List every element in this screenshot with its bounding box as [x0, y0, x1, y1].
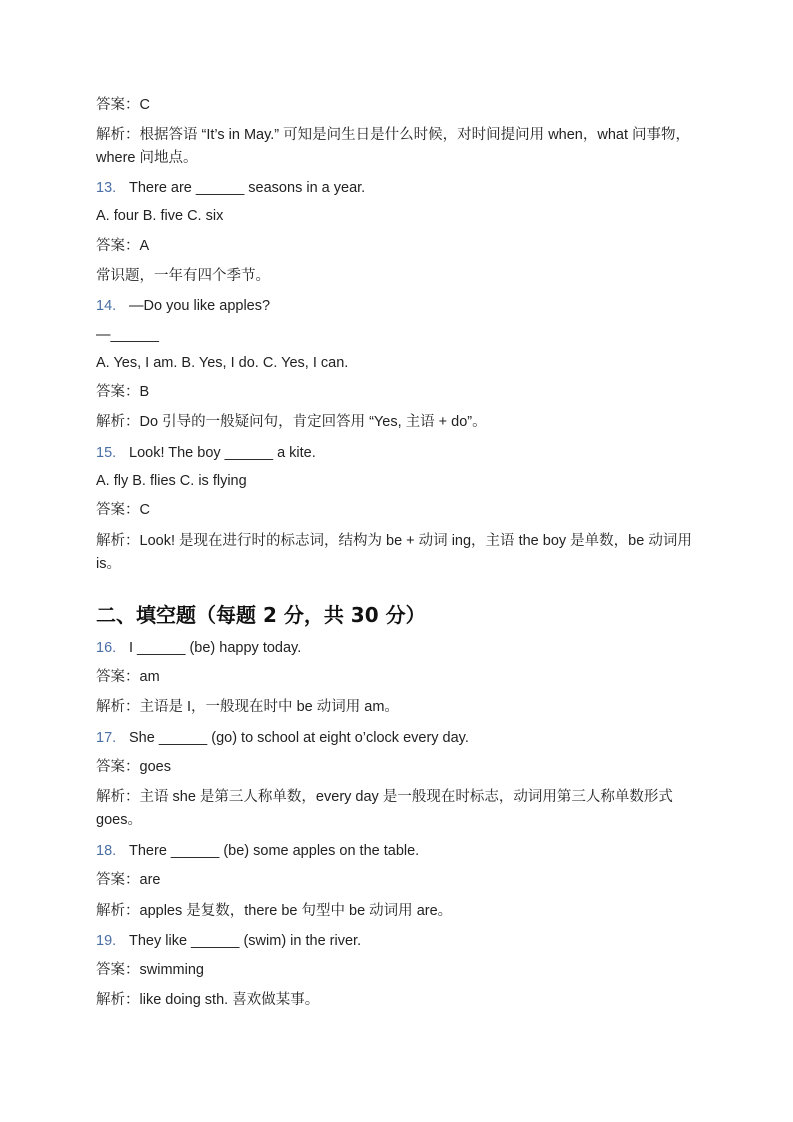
answer-line: 答案：am	[96, 669, 160, 685]
answer-line: 答案：C	[96, 97, 150, 113]
explanation-line: 解析：主语 she 是第三人称单数，every day 是一般现在时标志，动词用第三人称单数形式 goes。	[96, 789, 677, 828]
question-number: 18.	[96, 843, 117, 859]
question-number: 17.	[96, 730, 117, 746]
explanation-line: 解析：like doing sth. 喜欢做某事。	[96, 992, 320, 1008]
explanation-line: 解析：主语是 I，一般现在时中 be 动词用 am。	[96, 699, 399, 715]
question-text: She ______ (go) to school at eight o’clock every day.	[129, 730, 469, 746]
question-number: 13.	[96, 180, 117, 196]
question-16	[96, 637, 693, 660]
answer-line: 答案：B	[96, 384, 150, 400]
answer-line: 答案：are	[96, 872, 161, 888]
section-heading: 二、填空题（每题 2 分，共 30 分）	[96, 603, 426, 627]
question-18	[96, 840, 693, 863]
explanation-line: 解析：apples 是复数，there be 句型中 be 动词用 are。	[96, 903, 453, 919]
question-text: —Do you like apples?	[129, 298, 271, 314]
response-blank-line: —______	[96, 327, 159, 343]
question-text: Look! The boy ______ a kite.	[129, 445, 316, 461]
question-text: There are ______ seasons in a year.	[129, 180, 366, 196]
answer-line: 答案：A	[96, 238, 150, 254]
answer-line: 答案：swimming	[96, 962, 204, 978]
explanation-line: 解析：根据答语 “It’s in May.” 可知是问生日是什么时候，对时间提问用 when，what 问事物，where 问地点。	[96, 127, 691, 166]
question-17	[96, 727, 693, 750]
options-line: A. Yes, I am. B. Yes, I do. C. Yes, I can.	[96, 355, 349, 371]
question-number: 19.	[96, 933, 117, 949]
question-text: There ______ (be) some apples on the table.	[129, 843, 420, 859]
options-line: A. fly B. flies C. is flying	[96, 473, 247, 489]
options-line: A. four B. five C. six	[96, 208, 224, 224]
question-14	[96, 295, 693, 318]
question-text: I ______ (be) happy today.	[129, 640, 302, 656]
question-text: They like ______ (swim) in the river.	[129, 933, 362, 949]
question-19	[96, 930, 693, 953]
explanation-line: 常识题，一年有四个季节。	[96, 268, 270, 284]
question-15	[96, 442, 693, 465]
question-number: 14.	[96, 298, 117, 314]
answer-line: 答案：C	[96, 502, 150, 518]
explanation-line: 解析：Do 引导的一般疑问句，肯定回答用 “Yes, 主语 + do”。	[96, 414, 487, 430]
question-number: 16.	[96, 640, 117, 656]
question-13	[96, 177, 693, 200]
answer-line: 答案：goes	[96, 759, 171, 775]
question-number: 15.	[96, 445, 117, 461]
explanation-line: 解析：Look! 是现在进行时的标志词，结构为 be + 动词 ing，主语 the boy 是单数，be 动词用 is。	[96, 533, 696, 572]
